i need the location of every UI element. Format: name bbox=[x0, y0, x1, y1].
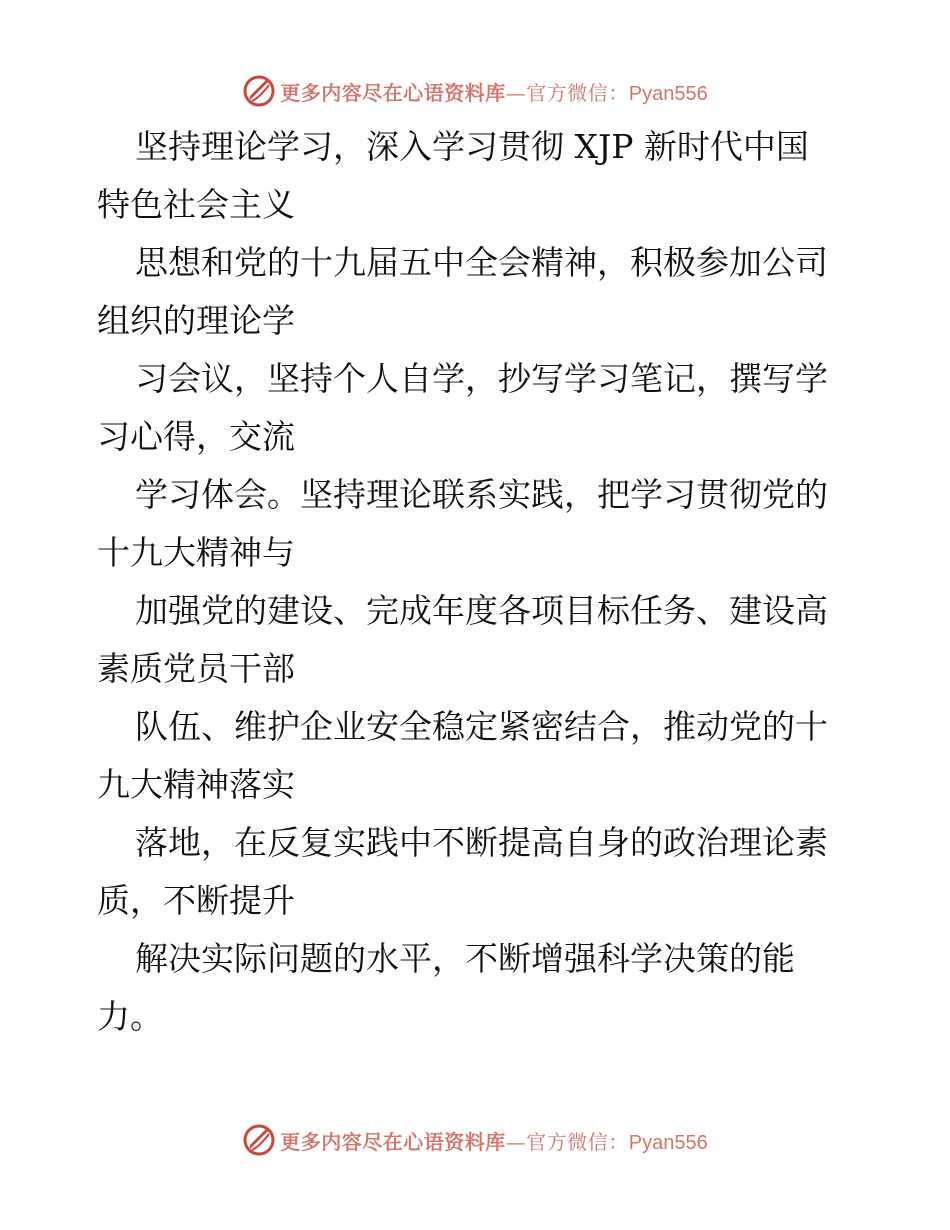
footer-wechat-handle: Pyan556 bbox=[628, 1131, 708, 1154]
footer-banner-text bbox=[280, 1126, 707, 1155]
footer-wechat-label: 官方微信： bbox=[526, 1129, 629, 1154]
quill-seal-icon bbox=[242, 74, 276, 108]
footer-banner bbox=[0, 1120, 950, 1160]
text-line: 质，不断提升 bbox=[97, 881, 295, 920]
text-line: 组织的理论学 bbox=[97, 301, 295, 340]
footer-banner-title: 更多内容尽在心语资料库 bbox=[280, 1129, 506, 1154]
header-banner-text bbox=[280, 77, 707, 106]
text-line: 习会议，坚持个人自学，抄写学习笔记，撰写学 bbox=[135, 359, 828, 398]
text-line: 素质党员干部 bbox=[97, 649, 295, 688]
text-line: 九大精神落实 bbox=[97, 765, 295, 804]
text-line: 思想和党的十九届五中全会精神，积极参加公司 bbox=[135, 243, 828, 282]
text-line: 坚持理论学习，深入学习贯彻 XJP 新时代中国 bbox=[135, 127, 809, 166]
text-line: 学习体会。坚持理论联系实践，把学习贯彻党的 bbox=[135, 475, 828, 514]
body-text bbox=[97, 118, 857, 1046]
text-line: 特色社会主义 bbox=[97, 185, 295, 224]
text-line: 习心得，交流 bbox=[97, 417, 295, 456]
text-line: 队伍、维护企业安全稳定紧密结合，推动党的十 bbox=[135, 707, 828, 746]
header-banner-title: 更多内容尽在心语资料库 bbox=[280, 80, 506, 105]
header-banner-separator: — bbox=[505, 80, 527, 105]
header-wechat-label: 官方微信： bbox=[526, 80, 629, 105]
text-line: 十九大精神与 bbox=[97, 533, 295, 572]
header-wechat-handle: Pyan556 bbox=[628, 82, 708, 105]
text-line: 加强党的建设、完成年度各项目标任务、建设高 bbox=[135, 591, 828, 630]
text-line: 解决实际问题的水平，不断增强科学决策的能 bbox=[135, 939, 795, 978]
text-line: 力。 bbox=[97, 997, 163, 1036]
quill-seal-icon bbox=[242, 1123, 276, 1157]
text-line: 落地，在反复实践中不断提高自身的政治理论素 bbox=[135, 823, 828, 862]
header-banner bbox=[0, 71, 950, 111]
footer-banner-separator: — bbox=[505, 1129, 527, 1154]
